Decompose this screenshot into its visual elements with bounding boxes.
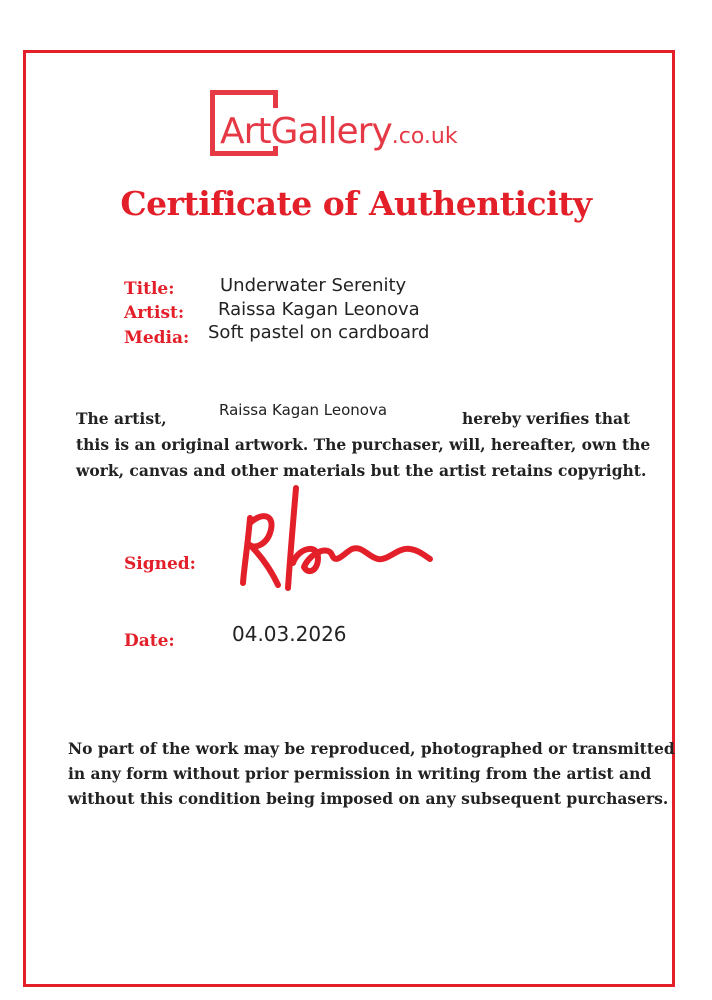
logo-frame-tick <box>273 90 278 108</box>
date-value: 04.03.2026 <box>232 622 347 646</box>
verification-line1-start: The artist, <box>76 409 167 428</box>
artist-label: Artist: <box>124 303 185 323</box>
media-label: Media: <box>124 328 190 348</box>
logo-art: Art <box>220 111 271 152</box>
logo-gallery: Gallery <box>270 111 392 152</box>
logo-text <box>220 110 458 159</box>
date-label: Date: <box>124 631 175 651</box>
copyright-notice <box>68 736 675 811</box>
verification-line1-end: hereby verifies that <box>462 409 631 428</box>
title-value: Underwater Serenity <box>220 275 407 296</box>
artist-value: Raissa Kagan Leonova <box>218 299 420 320</box>
media-value: Soft pastel on cardboard <box>208 322 430 343</box>
signed-label: Signed: <box>124 554 196 574</box>
verification-artist-name: Raissa Kagan Leonova <box>219 401 388 419</box>
verification-line2: this is an original artwork. The purchaser, will, hereafter, own the <box>76 435 651 454</box>
verification-line3: work, canvas and other materials but the artist retains copyright. <box>76 461 647 480</box>
artgallery-logo <box>210 90 520 170</box>
notice-line3: without this condition being imposed on any subsequent purchasers. <box>68 789 669 808</box>
signature-image <box>238 483 438 603</box>
certificate-title: Certificate of Authenticity <box>120 184 592 223</box>
title-label: Title: <box>124 279 175 299</box>
notice-line2: in any form without prior permission in writing from the artist and <box>68 764 652 783</box>
notice-line1: No part of the work may be reproduced, photographed or transmitted <box>68 739 675 758</box>
logo-tld: .co.uk <box>391 124 458 149</box>
